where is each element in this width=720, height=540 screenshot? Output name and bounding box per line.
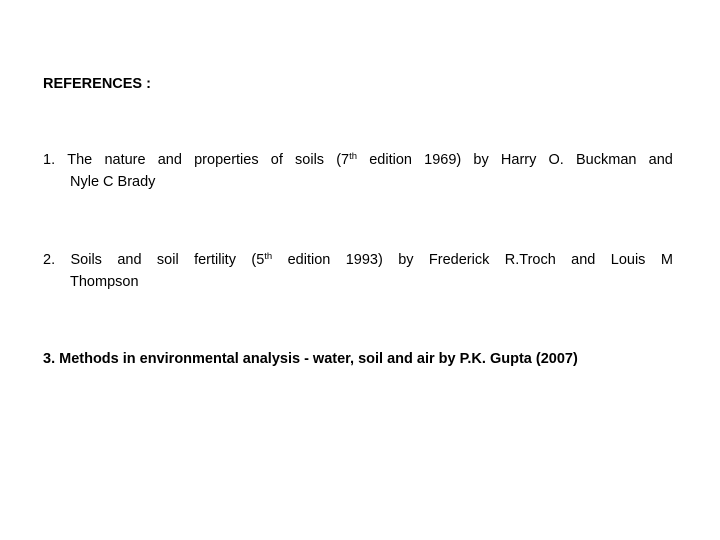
ref-word: 1. xyxy=(43,152,56,168)
ref-word: Soils xyxy=(70,252,102,268)
ref-word: R.Troch xyxy=(504,252,556,268)
ref-edition-superscript: th xyxy=(349,151,358,162)
reference-line xyxy=(43,149,673,171)
ref-edition-prefix: (7 xyxy=(336,152,350,168)
ref-word: Louis xyxy=(610,252,646,268)
ref-word: properties xyxy=(194,152,259,168)
ref-word: soils xyxy=(295,152,325,168)
ref-word: edition xyxy=(287,252,331,268)
reference-item-3 xyxy=(43,348,673,370)
ref-word: M xyxy=(660,252,673,268)
ref-word: The xyxy=(67,152,93,168)
ref-word: O. xyxy=(548,152,564,168)
ref-word: by xyxy=(473,152,489,168)
ref-word: 2. xyxy=(43,252,56,268)
ref-word: and xyxy=(648,152,673,168)
ref-word: Harry xyxy=(500,152,537,168)
ref-edition-number xyxy=(336,149,357,171)
reference-item-1 xyxy=(43,149,673,193)
reference-continuation: Nyle C Brady xyxy=(70,174,156,190)
references-heading: REFERENCES : xyxy=(43,76,151,92)
reference-line: 3. Methods in environmental analysis - water, soil and air by P.K. Gupta (2007) xyxy=(43,351,578,367)
ref-word: and xyxy=(157,152,182,168)
ref-word: Frederick xyxy=(428,252,490,268)
ref-word: fertility xyxy=(194,252,236,268)
ref-word: and xyxy=(571,252,596,268)
ref-word: of xyxy=(270,152,283,168)
ref-edition-superscript: th xyxy=(264,251,273,262)
ref-word: nature xyxy=(104,152,146,168)
reference-item-2 xyxy=(43,249,673,293)
reference-continuation: Thompson xyxy=(70,274,139,290)
ref-word: by xyxy=(398,252,414,268)
reference-line xyxy=(43,249,673,271)
ref-word: edition xyxy=(369,152,412,168)
ref-word: 1969) xyxy=(424,152,462,168)
ref-word: Buckman xyxy=(576,152,637,168)
ref-word: 1993) xyxy=(345,252,383,268)
ref-word: soil xyxy=(156,252,179,268)
ref-edition-prefix: (5 xyxy=(251,252,265,268)
ref-word: and xyxy=(117,252,142,268)
ref-edition-number xyxy=(251,249,272,271)
